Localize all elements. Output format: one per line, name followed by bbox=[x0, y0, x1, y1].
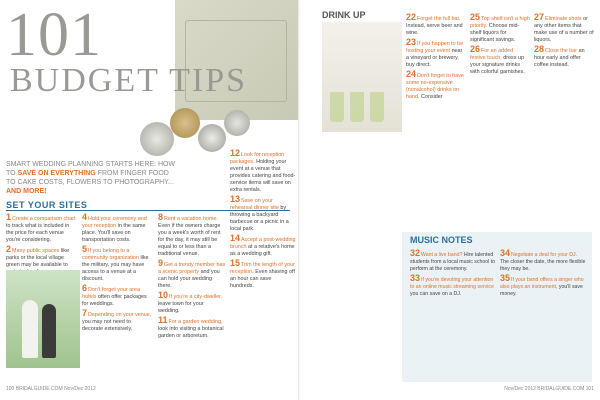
tip-15: 15Trim the length of your reception. Even shaving off an hour can save hundreds. bbox=[230, 258, 295, 289]
subhead: SMART WEDDING PLANNING STARTS HERE: HOW TO SAVE ON EVERYTHING FROM FINGER FOOD TO CAKE COSTS, FLOWERS TO PHOTOGRAPHY... AND MORE! bbox=[6, 161, 176, 195]
title-number: 101 bbox=[6, 1, 102, 69]
tip-22: 22Forget the full bar. Instead, serve beer and wine. bbox=[406, 12, 463, 36]
tip-8: 8Rent a vacation home. Even if the owners charge you a week's worth of rent for the day, it may still be equal to or less than a traditional venue. bbox=[158, 212, 221, 257]
couple-photo bbox=[6, 270, 80, 368]
section-title-music: MUSIC NOTES bbox=[410, 235, 473, 245]
tip-34: 34Negotiate a deal for your DJ. The closer the date, the more flexible they may be. bbox=[500, 248, 586, 272]
music-column-1 bbox=[410, 250, 496, 300]
tip-27: 27Eliminate shots or any other items that make use of a number of liquors. bbox=[534, 12, 594, 43]
tips-column-g bbox=[534, 14, 594, 71]
tip-26: 26For an added festive touch, dress up your signature drinks with colorful garnishes. bbox=[470, 44, 525, 75]
tip-9: 9Get a trendy member has a scenic property and you can hold your wedding there. bbox=[158, 258, 226, 289]
tip-35: 35If your band offers a singer who also plays an instrument, you'll save money. bbox=[500, 273, 584, 297]
tip-24: 24Don't forget to have some no-expensive (nonalcohol) drinks on hand. Consider bbox=[406, 69, 464, 100]
tip-25: 25Top shelf isn't a high priority. Choose mid-shelf liquors for significant savings. bbox=[470, 12, 530, 43]
section-title-drink: DRINK UP bbox=[322, 10, 366, 20]
tip-28: 28Close the bar an hour early and offer coffee instead. bbox=[534, 44, 585, 68]
tip-7: 7Depending on your venue, you may not need to decorate extensively. bbox=[82, 308, 152, 332]
tip-1: 1Create a comparison chart to track what is included in the price for each venue you're considering. bbox=[6, 212, 76, 243]
title-word: BUDGET TIPS bbox=[10, 62, 248, 99]
tips-column-d bbox=[230, 150, 296, 292]
footer-left: 100 BRIDALGUIDE.COM Nov/Dec 2012 bbox=[6, 386, 96, 392]
tip-33: 33If you're devoting your attention to an online music streaming service you can save on a DJ. bbox=[410, 273, 494, 297]
tip-2: 2Many public spaces like parks or the local village green may be available to bbox=[6, 244, 69, 268]
tip-13: 13Save on your rehearsal dinner site by throwing a backyard barbecue or a picnic in a local park. bbox=[230, 194, 289, 232]
tip-32: 32Want a live band? Hire talented students from a local music school to perform at the ceremony. bbox=[410, 248, 496, 272]
footer-right: Nov/Dec 2012 BRIDALGUIDE.COM 101 bbox=[504, 386, 594, 392]
tip-12: 12Look for reception packages. Holding your event at a venue that provides catering and food-service items will save on extra rentals. bbox=[230, 148, 296, 193]
cocktail-photo bbox=[322, 22, 402, 132]
tip-23: 23If you happen to be hosting your event near a vineyard or brewery, buy direct. bbox=[406, 37, 464, 68]
tip-11: 11For a garden wedding, look into visiting a botanical garden or arboretum. bbox=[158, 315, 224, 339]
tip-14: 14Accept a post-wedding brunch at a relative's home as a wedding gift. bbox=[230, 233, 296, 257]
tip-5: 5If you belong to a community organization like the military, you may have access to a venue at a discount. bbox=[82, 244, 149, 282]
tips-column-e bbox=[406, 14, 466, 103]
tips-column-f bbox=[470, 14, 530, 78]
tip-6: 6Don't forget your area hotels often offer packages for weddings. bbox=[82, 283, 147, 307]
tip-4: 4Hold your ceremony and your reception in the same place. You'll save on transportation costs. bbox=[82, 212, 147, 243]
tips-column-c bbox=[158, 214, 226, 342]
music-column-2 bbox=[500, 250, 586, 300]
section-title-sites: SET YOUR SITES bbox=[6, 200, 88, 210]
tip-10: 10If you're a city-dweller, leave town for your wedding. bbox=[158, 290, 223, 314]
tips-column-b bbox=[82, 214, 152, 335]
